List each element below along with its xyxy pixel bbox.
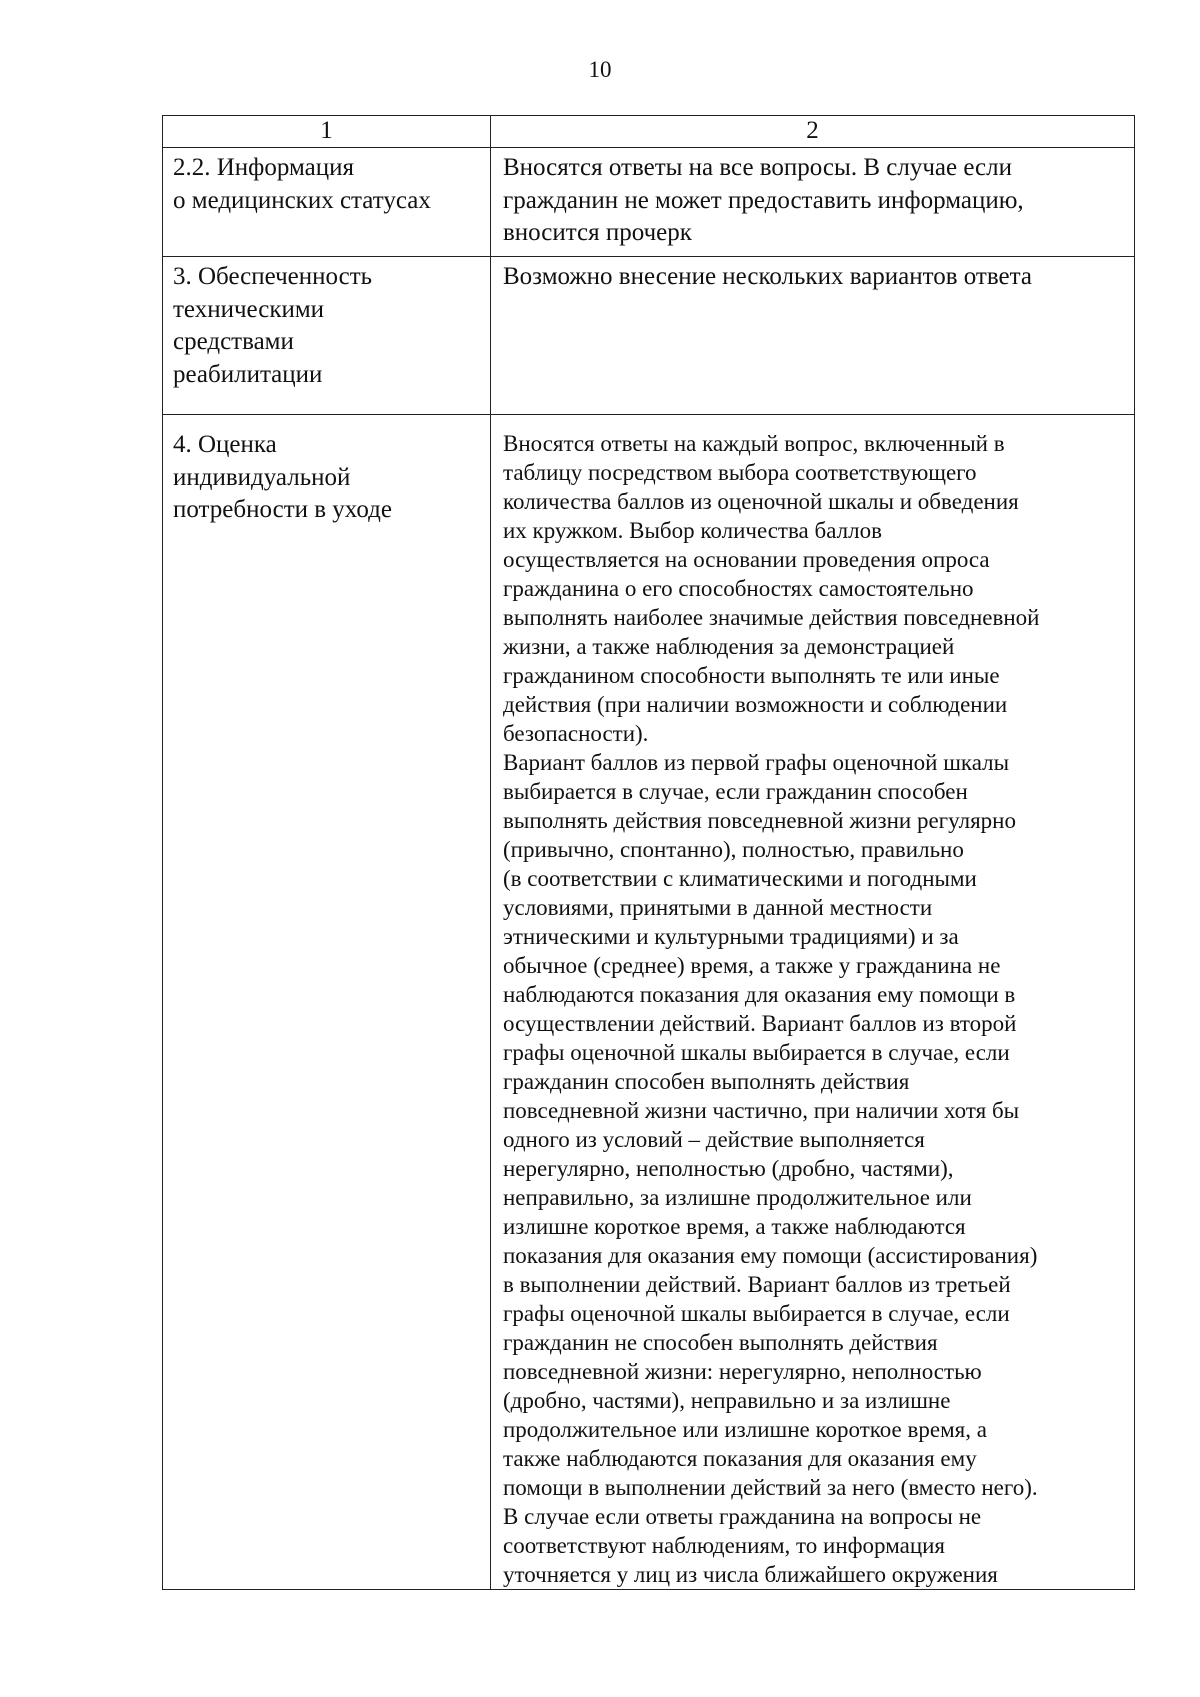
instruction-text-line: продолжительное или излишне короткое время, а <box>503 1417 987 1442</box>
table-row <box>163 148 1135 257</box>
instruction-text-line: выполнять действия повседневной жизни регулярно <box>503 808 1016 833</box>
instruction-text-line: гражданин не способен выполнять действия <box>503 1330 938 1355</box>
instruction-text-line: таблицу посредством выбора соответствующего <box>503 460 977 485</box>
document-table <box>162 115 1135 1590</box>
table-header-row <box>163 116 1135 148</box>
instruction-text-line: гражданина о его способностях самостоятельно <box>503 576 974 601</box>
instruction-text-line: вносится прочерк <box>503 219 692 246</box>
instruction-text-line: уточняется у лиц из числа ближайшего окружения <box>503 1562 998 1587</box>
section-title-cell <box>163 257 491 415</box>
instruction-text-line: излишне короткое время, а также наблюдаются <box>503 1214 966 1239</box>
instruction-text-line: действия (при наличии возможности и соблюдении <box>503 692 1008 717</box>
section-title-line: реабилитации <box>173 360 323 388</box>
instruction-text-line: безопасности). <box>503 721 649 746</box>
instruction-text-line: помощи в выполнении действий за него (вместо него). <box>503 1475 1038 1500</box>
instruction-text-line: в выполнении действий. Вариант баллов из третьей <box>503 1272 1011 1297</box>
instruction-cell <box>491 148 1135 257</box>
instruction-text-line: условиями, принятыми в данной местности <box>503 895 933 920</box>
instruction-text-line: гражданином способности выполнять те или иные <box>503 663 1000 688</box>
instruction-text-line: Вносятся ответы на все вопросы. В случае если <box>503 154 1013 181</box>
instruction-text-line: Вариант баллов из первой графы оценочной шкалы <box>503 750 1010 775</box>
instruction-text-line: повседневной жизни частично, при наличии хотя бы <box>503 1098 1020 1123</box>
instruction-text-line: гражданин не может предоставить информацию, <box>503 186 1024 214</box>
instruction-cell <box>491 415 1135 1590</box>
column-header-2: 2 <box>491 116 1135 148</box>
instruction-text-line: графы оценочной шкалы выбирается в случае, если <box>503 1040 1010 1065</box>
instruction-text-line: Возможно внесение нескольких вариантов ответа <box>503 263 1032 290</box>
instruction-text-line: показания для оказания ему помощи (ассистирования) <box>503 1243 1038 1268</box>
instruction-text-line: (в соответствии с климатическими и погодными <box>503 866 977 891</box>
section-title-line: техническими <box>173 295 325 323</box>
section-title-line: 3. Обеспеченность <box>173 263 373 290</box>
section-title-line: о медицинских статусах <box>173 186 431 214</box>
instruction-text-line: осуществлении действий. Вариант баллов из второй <box>503 1011 1017 1036</box>
instruction-text-line: их кружком. Выбор количества баллов <box>503 518 882 543</box>
instruction-cell <box>491 257 1135 415</box>
instruction-text-line: количества баллов из оценочной шкалы и обведения <box>503 489 1019 514</box>
section-title-line: потребности в уходе <box>173 496 392 523</box>
instruction-text-line: также наблюдаются показания для оказания ему <box>503 1446 977 1471</box>
instruction-text-line: (привычно, спонтанно), полностью, правильно <box>503 837 964 862</box>
section-title-line: индивидуальной <box>173 463 351 491</box>
instruction-text-line: нерегулярно, неполностью (дробно, частями), <box>503 1156 954 1181</box>
table-row <box>163 257 1135 415</box>
instruction-text-line: наблюдаются показания для оказания ему помощи в <box>503 982 1016 1007</box>
instruction-text-line: выбирается в случае, если гражданин способен <box>503 779 968 804</box>
instruction-text-line: соответствуют наблюдениям, то информация <box>503 1533 946 1558</box>
instruction-text-line: жизни, а также наблюдения за демонстрацией <box>503 634 955 659</box>
section-title-line: средствами <box>173 328 294 355</box>
page-number: 10 <box>588 57 612 82</box>
section-title-line: 4. Оценка <box>173 431 277 458</box>
instruction-text-line: (дробно, частями), неправильно и за излишне <box>503 1388 951 1413</box>
instruction-text-line: графы оценочной шкалы выбирается в случае, если <box>503 1301 1010 1326</box>
instruction-text-line: осуществляется на основании проведения опроса <box>503 547 990 572</box>
instruction-text-line: гражданин способен выполнять действия <box>503 1069 910 1094</box>
section-title-line: 2.2. Информация <box>173 154 355 181</box>
instruction-text-line: неправильно, за излишне продолжительное или <box>503 1185 972 1210</box>
instruction-text-line: этническими и культурными традициями) и за <box>503 924 959 949</box>
instruction-text-line: В случае если ответы гражданина на вопросы не <box>503 1504 982 1529</box>
instruction-text-line: обычное (среднее) время, а также у гражданина не <box>503 953 1001 978</box>
table-row <box>163 415 1135 1590</box>
instruction-text-line: одного из условий – действие выполняется <box>503 1127 925 1152</box>
instruction-text-line: Вносятся ответы на каждый вопрос, включенный в <box>503 431 1005 456</box>
section-title-cell <box>163 415 491 1590</box>
section-title-cell <box>163 148 491 257</box>
column-header-1: 1 <box>163 116 491 148</box>
instruction-text-line: выполнять наиболее значимые действия повседневной <box>503 605 1040 630</box>
instruction-text-line: повседневной жизни: нерегулярно, неполностью <box>503 1359 982 1384</box>
